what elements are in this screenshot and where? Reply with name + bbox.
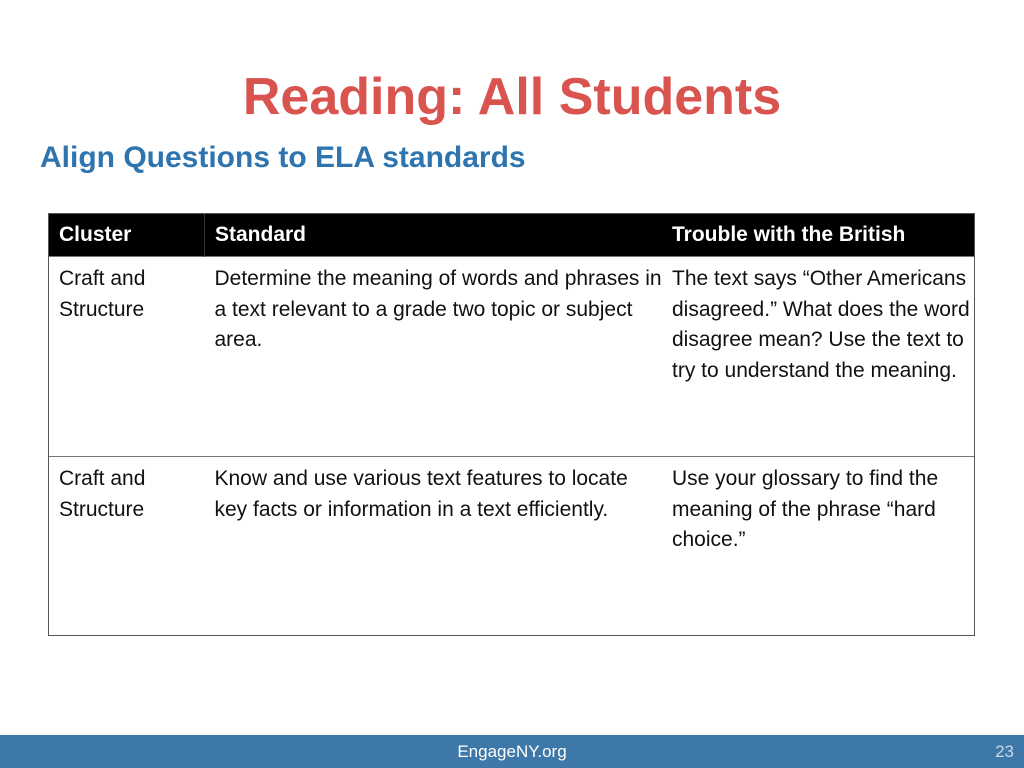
cell-standard: Determine the meaning of words and phrases in a text relevant to a grade two topic or subject area.: [214, 267, 662, 351]
header-question: Trouble with the British: [662, 214, 974, 257]
table-row: [49, 457, 974, 636]
page-number: 23: [995, 742, 1014, 761]
header-standard: Standard: [205, 214, 663, 257]
header-cluster: Cluster: [49, 214, 205, 257]
cell-cluster: Craft and Structure: [59, 267, 146, 321]
cell-question: The text says “Other Americans disagreed.” What does the word disagree mean? Use the text to try to understand the meaning.: [672, 267, 970, 382]
table-header-row: [49, 214, 974, 257]
slide-subtitle: Align Questions to ELA standards: [40, 141, 526, 174]
footer-bar: [0, 735, 1024, 768]
cell-question: Use your glossary to find the meaning of the phrase “hard choice.”: [672, 467, 939, 551]
footer-site-label: EngageNY.org: [457, 742, 567, 761]
slide-title: Reading: All Students: [242, 68, 782, 126]
table-row: [49, 257, 974, 457]
standards-table: [49, 214, 974, 635]
standards-table-container: [48, 213, 975, 636]
cell-cluster: Craft and Structure: [59, 467, 146, 521]
cell-standard: Know and use various text features to locate key facts or information in a text efficiently.: [214, 467, 628, 521]
